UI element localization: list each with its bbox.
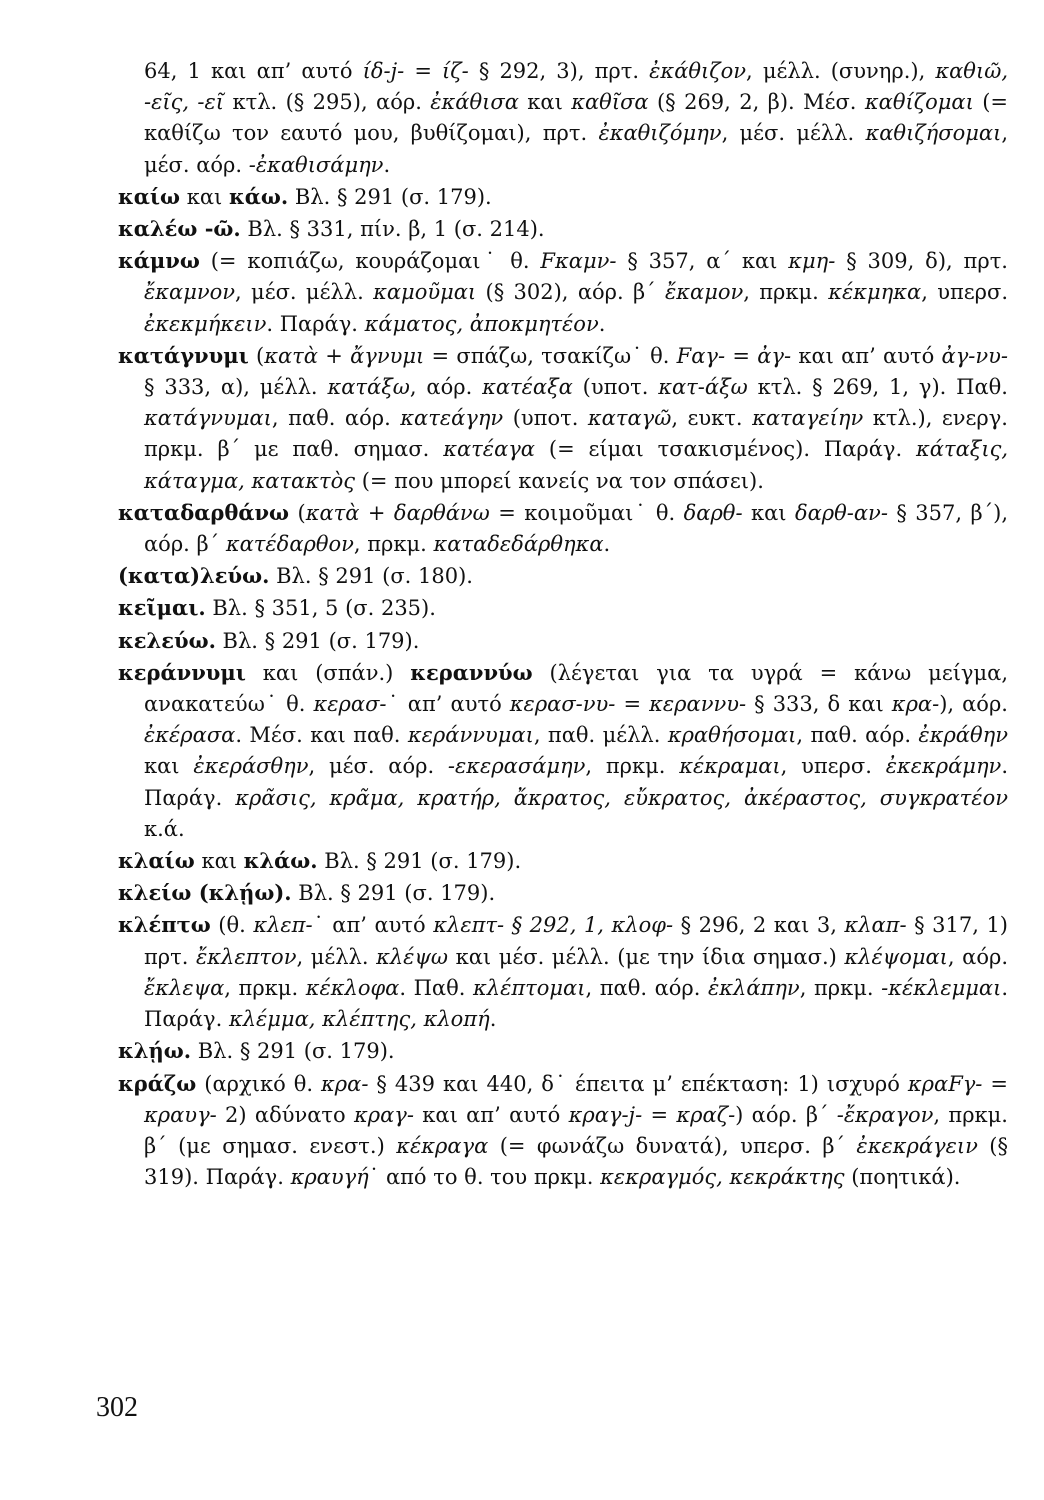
italic-text: κάταξις, κάταγμα, κατακτὸς (144, 437, 1009, 493)
headword: κλάω. (243, 848, 318, 874)
page-number: 302 (96, 1392, 138, 1423)
italic-text: κεράννυμαι (407, 723, 534, 748)
entry-text: § 292, 3), πρτ. (468, 59, 650, 83)
entry-text: και (194, 849, 244, 874)
entry-text: (§ 319). Παράγ. (144, 1133, 1008, 1190)
entry-text: ) αόρ. β΄ (735, 1102, 837, 1127)
entry-text: κ.ά. (144, 816, 185, 841)
italic-text: κατέαξα (482, 375, 573, 400)
entry-text: . Μέσ. και παθ. (235, 723, 408, 748)
italic-text: Fκαμν- (540, 249, 617, 274)
italic-text: ἔκαμον (664, 280, 744, 305)
italic-text: ἐκάθισα (430, 90, 519, 115)
entry-text: § 317, 1) πρτ. (144, 913, 1008, 969)
italic-text: κμη- (788, 249, 836, 274)
italic-text: κατάγνυμαι (144, 406, 272, 431)
italic-text: -εκερασάμην (447, 754, 586, 779)
italic-text: κλέψω (376, 944, 449, 969)
headword: κλέπτω (118, 912, 211, 938)
entry-text: § 439 και 440, δ˙ έπειτα μ’ επέκταση: 1) ισχυρό (368, 1071, 908, 1096)
dictionary-entry (118, 1035, 1008, 1067)
entry-text: = (615, 692, 650, 717)
italic-text: κέκραμαι (679, 754, 781, 779)
entry-text: . (383, 152, 391, 177)
entry-text: § 357, β΄), αόρ. β΄ (144, 500, 1008, 557)
entry-text: (υποτ. (572, 375, 659, 400)
headword: καίω (118, 183, 181, 209)
entry-text: , πρκμ. (353, 532, 434, 557)
italic-text: κεκραγμός, κεκράκτης (600, 1165, 845, 1190)
italic-text: ίδ-j- (362, 59, 405, 83)
entry-text: , μέσ. μέλλ. (235, 280, 374, 305)
entry-text: και απ’ αυτό (413, 1102, 569, 1127)
headword: κελεύω. (118, 627, 216, 653)
headword: κλείω (κλῄω). (118, 880, 292, 906)
entry-text: και (518, 90, 572, 115)
italic-text: κέκμηκα (828, 280, 922, 305)
entry-text: (= φωνάζω δυνατά), υπερσ. β΄ (488, 1133, 857, 1158)
italic-text: δαρθ- (683, 500, 743, 525)
entry-text: . Παράγ. (144, 754, 1008, 810)
italic-text: κλέμμα, κλέπτης, κλοπή (228, 1007, 490, 1032)
entry-text: . (603, 532, 611, 557)
dictionary-text-block (118, 56, 1008, 1193)
entry-text: , μέσ. αόρ. (308, 754, 448, 779)
entry-text: (= που μπορεί κανείς να τον σπάσει). (355, 468, 764, 493)
entry-text: Βλ. § 291 (σ. 180). (269, 564, 473, 589)
italic-text: ἔκλεπτον (196, 944, 297, 969)
entry-text: , παθ. μέλλ. (533, 723, 668, 748)
entry-text: , πρκμ. (224, 975, 306, 1000)
italic-text: καθιζήσομαι (865, 121, 1002, 146)
entry-text: ˙ απ’ αυτό (386, 692, 510, 717)
entry-text: , υπερσ. (921, 280, 1008, 305)
entry-text: (§ 269, 2, β). Μέσ. (648, 90, 865, 115)
dictionary-entry (118, 245, 1008, 340)
entry-text: ˙ απ’ αυτό (312, 913, 434, 938)
italic-text: κλεπ- (253, 913, 313, 938)
entry-text: και (742, 500, 795, 525)
italic-text: ἐκεκράγειν (856, 1133, 978, 1158)
entry-text: , αόρ. (947, 944, 1008, 969)
entry-text: (§ 302), αόρ. β΄ (476, 280, 665, 305)
italic-text: κλεπτ- § 292, 1, κλοφ- (433, 913, 674, 938)
italic-text: κατὰ + ἄγνυμι (264, 343, 425, 368)
entry-text: = σπάζω, τσακίζω˙ θ. (424, 343, 677, 368)
italic-text: ἐκεκμήκειν (144, 311, 267, 336)
italic-text: κραζ- (676, 1102, 736, 1127)
entry-text: = (725, 343, 758, 368)
entry-text: = κοιμοῦμαι˙ θ. (489, 500, 684, 525)
headword: κατάγνυμι (118, 342, 249, 368)
italic-text: ἐκάθιζον (649, 59, 747, 83)
entry-text: , παθ. αόρ. (585, 975, 709, 1000)
entry-text: Βλ. § 291 (σ. 179). (291, 881, 496, 906)
entry-text: § 333, α), μέλλ. (144, 375, 328, 400)
italic-text: ἐκλάπην (708, 975, 800, 1000)
italic-text: κραυγ- (144, 1102, 217, 1127)
entry-text: § 357, α΄ και (616, 249, 789, 274)
italic-text: κραγ-j- (568, 1102, 643, 1127)
entry-text: (θ. (210, 913, 254, 938)
entry-text: , μέλλ. (296, 944, 377, 969)
entry-text: ˙ από το θ. του πρκμ. (368, 1165, 601, 1190)
italic-text: δαρθ-αν- (794, 500, 888, 525)
dictionary-entry (118, 181, 1008, 213)
entry-text: (ποητικά). (844, 1165, 961, 1190)
italic-text: καταγείην (752, 406, 864, 431)
headword: κάμνω (118, 248, 200, 274)
entry-text: κτλ.), ενεργ. πρκμ. β΄ με παθ. σημασ. (144, 406, 1008, 462)
italic-text: ἀγ-νυ- (941, 343, 1008, 368)
dictionary-entry (118, 340, 1008, 497)
italic-text: κρα- (321, 1071, 369, 1096)
italic-text: κεραννυ- (649, 692, 747, 717)
dictionary-entry (118, 657, 1008, 845)
dictionary-entry (118, 497, 1008, 560)
italic-text: καταγῶ (587, 406, 672, 431)
entry-text: , παθ. αόρ. (796, 723, 919, 748)
entry-text: (= καθίζω τον εαυτό μου, βυθίζομαι), πρτ. (144, 90, 1009, 146)
entry-text: 2) αδύνατο (216, 1102, 354, 1127)
italic-text: κρᾶσις, κρᾶμα, κρατήρ, ἄκρατος, εὔκρατος, ἀκέραστος, συγκρατέον (235, 785, 1008, 810)
italic-text: κατέαγα (443, 437, 535, 462)
italic-text: Fαγ- (676, 343, 726, 368)
entry-text: = (982, 1071, 1008, 1096)
entry-text: , αόρ. (409, 375, 483, 400)
entry-text: , μέσ. αόρ. (144, 121, 1008, 177)
italic-text: κατ-άξω (658, 375, 748, 400)
italic-text: κατέδαρθον (225, 532, 354, 557)
italic-text: κραθήσομαι (667, 723, 797, 748)
entry-text: Βλ. § 291 (σ. 179). (215, 628, 420, 653)
entry-text: και (144, 754, 194, 779)
entry-text: και μέσ. μέλλ. (με την ίδια σημασ.) (448, 944, 845, 969)
entry-text: , πρκμ. β΄ (με σημασ. ενεστ.) (144, 1102, 1008, 1158)
italic-text: ἀγ- (757, 343, 792, 368)
entry-text: Βλ. § 291 (σ. 179). (191, 1039, 395, 1064)
entry-text: , ευκτ. (671, 406, 753, 431)
dictionary-entry (118, 1068, 1008, 1194)
entry-text: . Παθ. (399, 975, 473, 1000)
entry-text: κτλ. § 269, 1, γ). Παθ. (747, 375, 1008, 400)
headword: (κατα)λεύω. (118, 563, 270, 589)
italic-text: κραυγή (290, 1165, 369, 1190)
entry-text: (υποτ. (503, 406, 588, 431)
dictionary-entry (118, 56, 1008, 181)
italic-text: ίζ- (442, 59, 469, 83)
italic-text: καταδεδάρθηκα (433, 532, 604, 557)
italic-text: -ἐκαθισάμην (248, 152, 384, 177)
italic-text: καθιῶ, -εῖς, -εῖ (144, 59, 1008, 115)
italic-text: κατεάγην (400, 406, 504, 431)
entry-text: . (489, 1007, 497, 1032)
entry-text: και απ’ αυτό (791, 343, 942, 368)
dictionary-entry (118, 909, 1008, 1035)
headword: κεραννύω (410, 659, 533, 685)
entry-text: = (642, 1102, 677, 1127)
entry-text: , παθ. αόρ. (271, 406, 401, 431)
entry-text: (= κοπιάζω, κουράζομαι˙ θ. (199, 249, 541, 274)
dictionary-entry (118, 877, 1008, 909)
entry-text: Βλ. § 291 (σ. 179). (317, 849, 522, 874)
italic-text: ἔκαμνον (144, 280, 236, 305)
entry-text: = (404, 59, 443, 83)
italic-text: ἔκλεψα (144, 975, 225, 1000)
headword: κάω. (228, 183, 289, 209)
dictionary-entry (118, 625, 1008, 657)
entry-text: , πρκμ. (585, 754, 680, 779)
italic-text: κερασ- (313, 692, 387, 717)
headword: καταδαρθάνω (118, 499, 290, 525)
dictionary-entry (118, 592, 1008, 624)
entry-text: . Παράγ. (266, 311, 365, 336)
italic-text: -κέκλεμμαι (881, 975, 1002, 1000)
entry-text: , μέλλ. (συνηρ.), (746, 59, 936, 83)
entry-text: (= είμαι τσακισμένος). Παράγ. (535, 437, 917, 462)
entry-text: . Παράγ. (144, 975, 1009, 1032)
italic-text: κέκραγα (396, 1133, 489, 1158)
italic-text: καθῖσα (571, 90, 649, 115)
entry-text: , μέσ. μέλλ. (721, 121, 866, 146)
dictionary-entry (118, 560, 1008, 592)
headword: κλαίω (118, 848, 195, 874)
dictionary-entry (118, 213, 1008, 245)
headword: κεράννυμι (118, 659, 246, 685)
headword: κράζω (118, 1070, 197, 1096)
entry-text: (λέγεται για τα υγρά = κάνω μείγμα, ανακατεύω˙ θ. (144, 660, 1008, 717)
entry-text: κτλ. (§ 295), αόρ. (224, 90, 431, 115)
headword: κλῄω. (118, 1038, 192, 1064)
italic-text: -ἔκραγον (836, 1102, 934, 1127)
dictionary-entry (118, 845, 1008, 877)
entry-text: § 333, δ και (746, 692, 892, 717)
headword: καλέω -ῶ. (118, 216, 241, 242)
italic-text: κρα- (891, 692, 940, 717)
entry-text: , πρκμ. (743, 280, 829, 305)
entry-text: § 296, 2 και 3, (673, 913, 845, 938)
italic-text: κραFγ- (907, 1071, 983, 1096)
entry-text: Βλ. § 291 (σ. 179). (288, 184, 492, 209)
italic-text: ἐκαθιζόμην (598, 121, 722, 146)
italic-text: κλέπτομαι (473, 975, 586, 1000)
entry-text: . (598, 311, 606, 336)
entry-text: , υπερσ. (780, 754, 886, 779)
entry-text: ( (289, 500, 306, 525)
italic-text: κερασ-νυ- (509, 692, 616, 717)
entry-text: ( (248, 343, 265, 368)
entry-text: (αρχικό θ. (196, 1071, 322, 1096)
italic-text: καθίζομαι (864, 90, 974, 115)
entry-text: Βλ. § 331, πίν. β, 1 (σ. 214). (240, 217, 545, 242)
entry-text: και (180, 184, 229, 209)
entry-text: και (σπάν.) (245, 660, 411, 685)
entry-text: ), αόρ. (939, 692, 1008, 717)
italic-text: κλέψομαι (844, 944, 948, 969)
italic-text: κέκλοφα (305, 975, 400, 1000)
entry-text: Βλ. § 351, 5 (σ. 235). (205, 596, 436, 621)
italic-text: ἐκεράσθην (193, 754, 309, 779)
entry-text: , πρκμ. (799, 975, 882, 1000)
headword: κεῖμαι. (118, 595, 206, 621)
entry-text: 64, 1 και απ’ αυτό (144, 59, 363, 83)
italic-text: κατὰ + δαρθάνω (305, 500, 490, 525)
entry-text: § 309, δ), πρτ. (835, 249, 1008, 274)
italic-text: κατάξω (327, 375, 410, 400)
italic-text: καμοῦμαι (373, 280, 477, 305)
italic-text: κάματος, ἀποκμητέον (364, 311, 599, 336)
italic-text: ἐκράθην (918, 723, 1008, 748)
italic-text: κλαπ- (844, 913, 907, 938)
italic-text: ἐκεκράμην (885, 754, 1002, 779)
italic-text: κραγ- (354, 1102, 414, 1127)
italic-text: ἐκέρασα (144, 723, 236, 748)
